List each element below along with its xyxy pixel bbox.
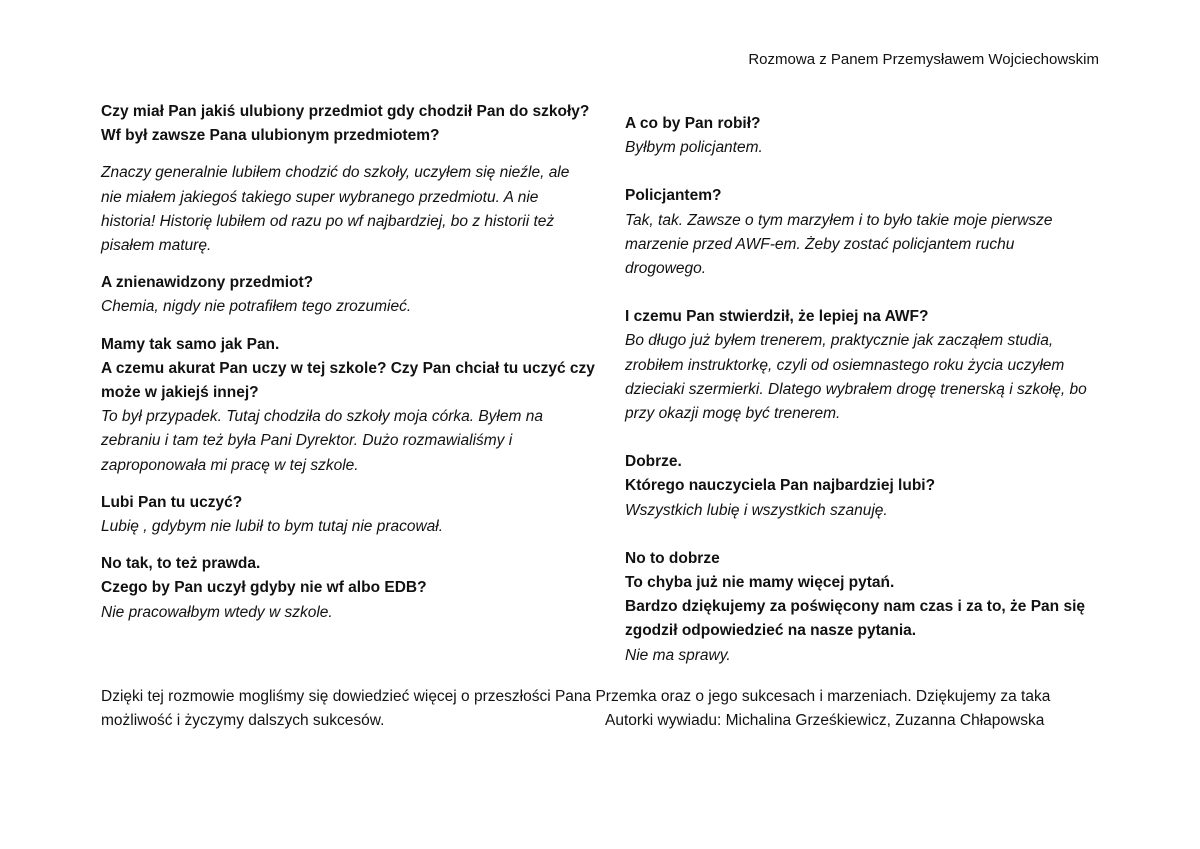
- answer-line: To był przypadek. Tutaj chodziła do szkoły moja córka. Byłem na: [101, 408, 543, 426]
- question-line: No tak, to też prawda.: [101, 555, 261, 573]
- answer-line: Chemia, nigdy nie potrafiłem tego zrozumieć.: [101, 298, 412, 316]
- closing-line-2: możliwość i życzymy dalszych sukcesów.: [101, 712, 385, 729]
- qa-block: [625, 112, 1115, 160]
- page-header-title: Rozmowa z Panem Przemysławem Wojciechowskim: [748, 51, 1099, 68]
- qa-block: [625, 547, 1115, 668]
- answer-line: pisałem maturę.: [101, 237, 212, 255]
- qa-block: [625, 184, 1115, 281]
- question-line: Wf był zawsze Pana ulubionym przedmiotem?: [101, 127, 440, 145]
- answer-line: Bo długo już byłem trenerem, praktycznie jak zacząłem studia,: [625, 332, 1054, 350]
- qa-block: [101, 491, 581, 539]
- answer-line: drogowego.: [625, 260, 707, 278]
- qa-block: [625, 305, 1115, 426]
- question-line: Czy miał Pan jakiś ulubiony przedmiot gdy chodził Pan do szkoły?: [101, 103, 590, 120]
- qa-block: [101, 333, 595, 478]
- answer-line: Wszystkich lubię i wszystkich szanuję.: [625, 501, 888, 519]
- question-line: Policjantem?: [625, 187, 722, 205]
- closing-line-2-row: [101, 709, 1111, 733]
- qa-block: [101, 271, 581, 319]
- qa-block: [101, 100, 590, 148]
- answer-line: Lubię , gdybym nie lubił to bym tutaj nie pracował.: [101, 518, 444, 536]
- answer-line: Tak, tak. Zawsze o tym marzyłem i to było takie moje pierwsze: [625, 211, 1053, 229]
- question-line: zgodził odpowiedzieć na nasze pytania.: [625, 622, 917, 640]
- qa-block: [625, 450, 1115, 523]
- answer-line: Nie pracowałbym wtedy w szkole.: [101, 603, 333, 621]
- qa-block: [101, 552, 581, 625]
- answer-line: marzenie przed AWF-em. Żeby zostać policjantem ruchu: [625, 235, 1015, 253]
- question-line: To chyba już nie mamy więcej pytań.: [625, 574, 895, 592]
- question-line: A znienawidzony przedmiot?: [101, 274, 314, 292]
- question-line: Lubi Pan tu uczyć?: [101, 493, 243, 511]
- question-line: A co by Pan robił?: [625, 115, 761, 132]
- question-line: może w jakiejś innej?: [101, 384, 259, 402]
- answer-line: historia! Historię lubiłem od razu po wf najbardziej, bo z historii też: [101, 212, 555, 230]
- question-line: A czemu akurat Pan uczy w tej szkole? Czy Pan chciał tu uczyć czy: [101, 359, 595, 377]
- question-line: Dobrze.: [625, 453, 682, 471]
- interview-right-column: [625, 112, 1115, 692]
- question-line: Którego nauczyciela Pan najbardziej lubi?: [625, 477, 936, 495]
- interview-left-column: [101, 100, 595, 638]
- question-line: I czemu Pan stwierdził, że lepiej na AWF?: [625, 308, 929, 326]
- interview-authors: Autorki wywiadu: Michalina Grześkiewicz, Zuzanna Chłapowska: [605, 712, 1045, 729]
- answer-line: nie miałem jakiegoś takiego super wybranego przedmiotu. A nie: [101, 188, 539, 206]
- qa-block: [101, 161, 581, 258]
- answer-line: dzieciaki szermierki. Dlatego wybrałem drogę trenerską i szkołę, bo: [625, 380, 1087, 398]
- answer-line: zaproponowała mi pracę w tej szkole.: [101, 456, 359, 474]
- closing-line-1: Dzięki tej rozmowie mogliśmy się dowiedzieć więcej o przeszłości Pana Przemka oraz o jego sukcesach i marzeniach. Dziękujemy za taka: [101, 688, 1051, 705]
- answer-line: Byłbym policjantem.: [625, 139, 763, 157]
- answer-line: Znaczy generalnie lubiłem chodzić do szkoły, uczyłem się nieźle, ale: [101, 164, 570, 182]
- answer-line: przy okazji mogę być trenerem.: [625, 405, 841, 423]
- closing-paragraph: [101, 685, 1111, 733]
- answer-line: zrobiłem instruktorkę, czyli od osiemnastego roku życia uczyłem: [625, 356, 1065, 374]
- question-line: Bardzo dziękujemy za poświęcony nam czas i za to, że Pan się: [625, 598, 1085, 616]
- question-line: No to dobrze: [625, 549, 720, 567]
- question-line: Mamy tak samo jak Pan.: [101, 335, 280, 353]
- answer-line: Nie ma sprawy.: [625, 646, 731, 664]
- question-line: Czego by Pan uczył gdyby nie wf albo EDB?: [101, 579, 427, 597]
- answer-line: zebraniu i tam też była Pani Dyrektor. Dużo rozmawialiśmy i: [101, 432, 513, 450]
